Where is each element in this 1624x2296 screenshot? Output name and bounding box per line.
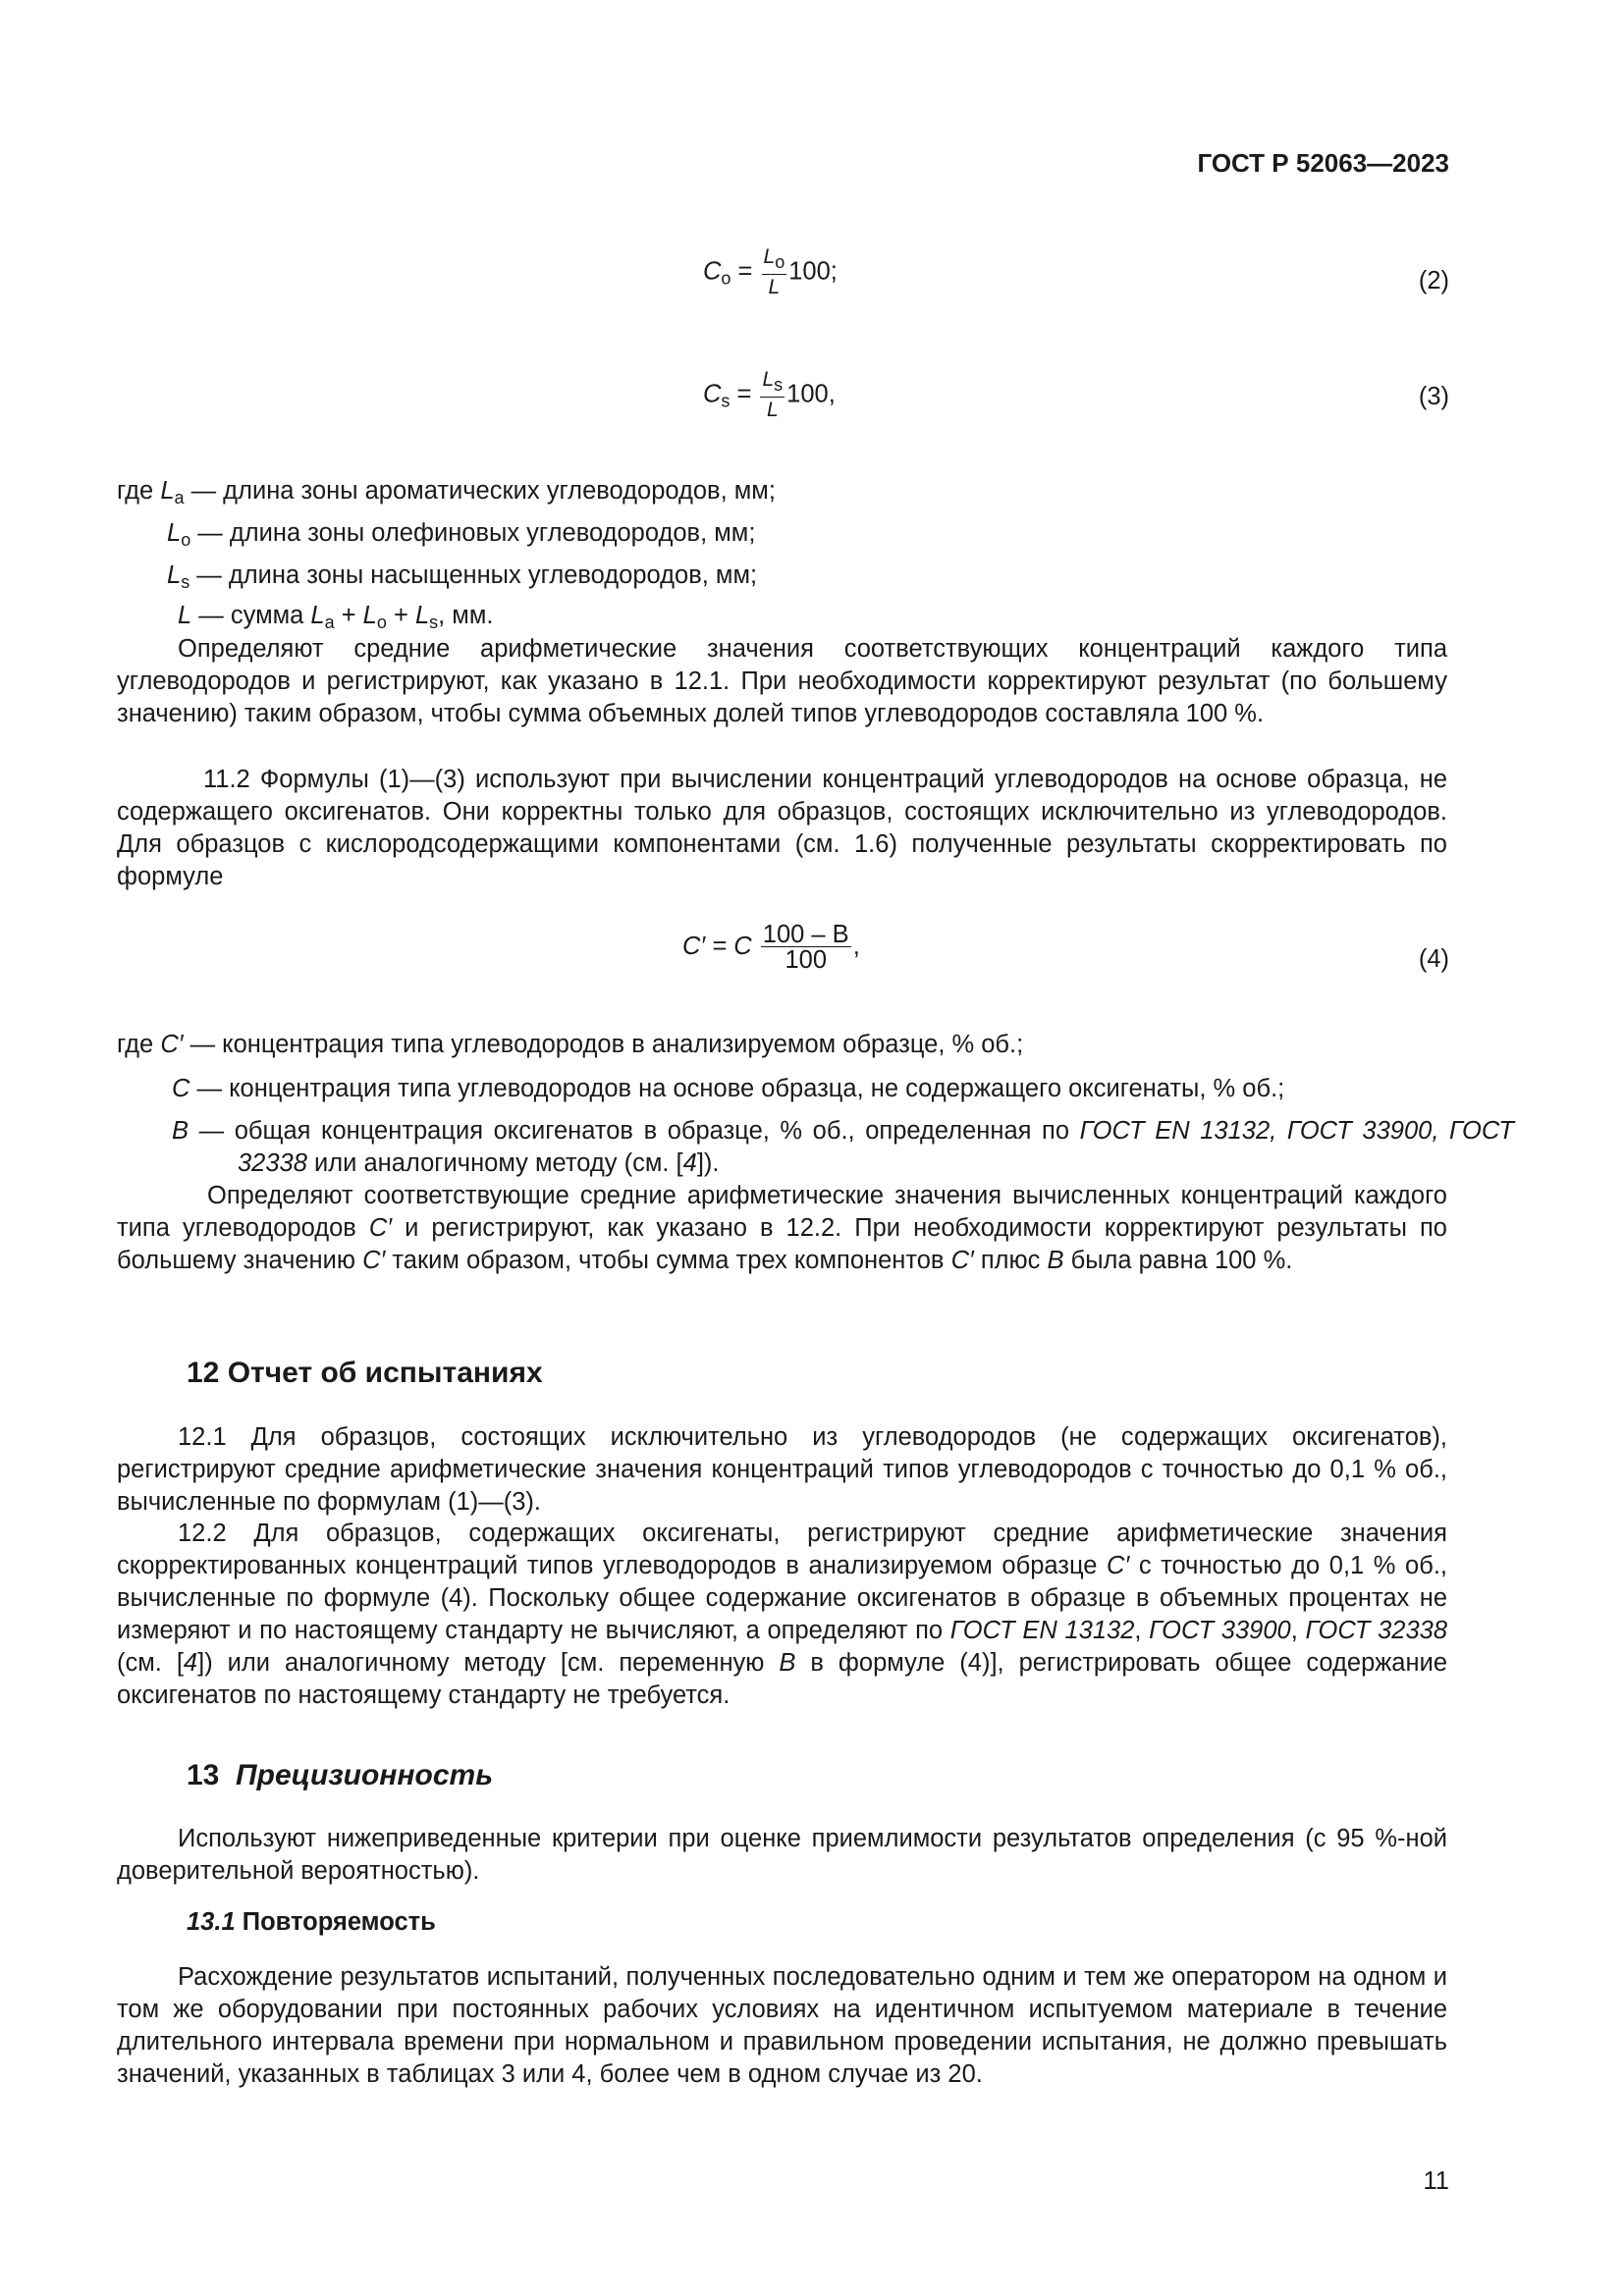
formula-2: $C_o$ = $\frac{L_o}{L}$ 100; [703, 245, 838, 298]
section-13-heading: 13 Прецизионность [187, 1759, 494, 1791]
paragraph-averages: Определяют средние арифметические значения соответствующих концентраций каждого типа углеводородов и регистрируют, как указано в 12.1. При необходимости корректируют результат (по большему значению) таким образом, чтобы сумма объемных долей типов углеводородов составляла 100 %. [117, 635, 1447, 727]
legend-b: B — общая концентрация оксигенатов в образце, % об., определенная по ГОСТ EN 13132, ГОСТ 33900, ГОСТ 32338 или аналогичному методу (см. [4]). [172, 1117, 1515, 1177]
paragraph-12-1: 12.1 Для образцов, состоящих исключительно из углеводородов (не содержащих оксигенатов), регистрируют средние арифметические значения концентраций типов углеводородов с точностью до 0,1 % об., вычисленные по формулам (1)—(3). [117, 1423, 1447, 1516]
legend-la: где $L_a$ — длина зоны ароматических углеводородов, мм; [117, 477, 776, 507]
paragraph-11-2: 11.2 Формулы (1)—(3) используют при вычислении концентраций углеводородов на основе образца, не содержащего оксигенатов. Они корректны только для образцов, состоящих исключительно из углеводородов. Для образцов с кислородсодержащими компонентами (см. 1.6) полученные результаты скорректировать по формуле [117, 766, 1447, 890]
subsection-13-1-heading: 13.1 Повторяемость [187, 1908, 436, 1936]
formula-4-number: (4) [1418, 945, 1449, 973]
section-12-heading: 12 Отчет об испытаниях [187, 1357, 543, 1389]
formula-4: C′ = C $\frac{100 - B}{100}$ , [682, 921, 860, 974]
paragraph-13-intro: Используют нижеприведенные критерии при оценке приемлимости результатов определения (с 95 %-ной доверительной вероятностью). [117, 1825, 1447, 1885]
formula-3: $C_s$ = $\frac{L_s}{L}$ 100, [703, 368, 836, 421]
formula-2-number: (2) [1418, 267, 1449, 294]
paragraph-13-1: Расхождение результатов испытаний, полученных последовательно одним и тем же оператором на одном и том же оборудовании при постоянных рабочих условиях на идентичном испытуемом материале в течение длительного интервала времени при нормальном и правильном проведении испытания, не должно превышать значений, указанных в таблицах 3 или 4, более чем в одном случае из 20. [117, 1963, 1447, 2088]
paragraph-12-2: 12.2 Для образцов, содержащих оксигенаты, регистрируют средние арифметические значения скорректированных концентраций типов углеводородов в анализируемом образце C′ с точностью до 0,1 % об., вычисленные по формуле (4). Поскольку общее содержание оксигенатов в образце в объемных процентах не измеряют и по настоящему стандарту не вычисляют, а определяют по ГОСТ EN 13132, ГОСТ 33900, ГОСТ 32338 (см. [4]) или аналогичному методу [см. переменную B в формуле (4)], регистрировать общее содержание оксигенатов по настоящему стандарту не требуется. [117, 1520, 1448, 1709]
legend-lo: $L_o$ — длина зоны олефиновых углеводородов, мм; [167, 519, 756, 550]
standard-header: ГОСТ Р 52063—2023 [1197, 148, 1449, 178]
page-number: 11 [1423, 2167, 1449, 2195]
legend-ls: $L_s$ — длина зоны насыщенных углеводородов, мм; [167, 561, 758, 592]
legend-c: C — концентрация типа углеводородов на основе образца, не содержащего оксигенаты, % об.; [172, 1075, 1285, 1102]
formula-3-number: (3) [1418, 383, 1449, 410]
legend-c-prime: где C′ — концентрация типа углеводородов в анализируемом образце, % об.; [117, 1031, 1024, 1058]
paragraph-averages-2: Определяют соответствующие средние арифметические значения вычисленных концентраций каждого типа углеводородов C′ и регистрируют, как указано в 12.2. При необходимости корректируют результаты по большему значению C′ таким образом, чтобы сумма трех компонентов C′ плюс B была равна 100 %. [117, 1182, 1447, 1274]
legend-l-sum: L — сумма $L_a + L_o + L_s$, мм. [178, 602, 494, 632]
